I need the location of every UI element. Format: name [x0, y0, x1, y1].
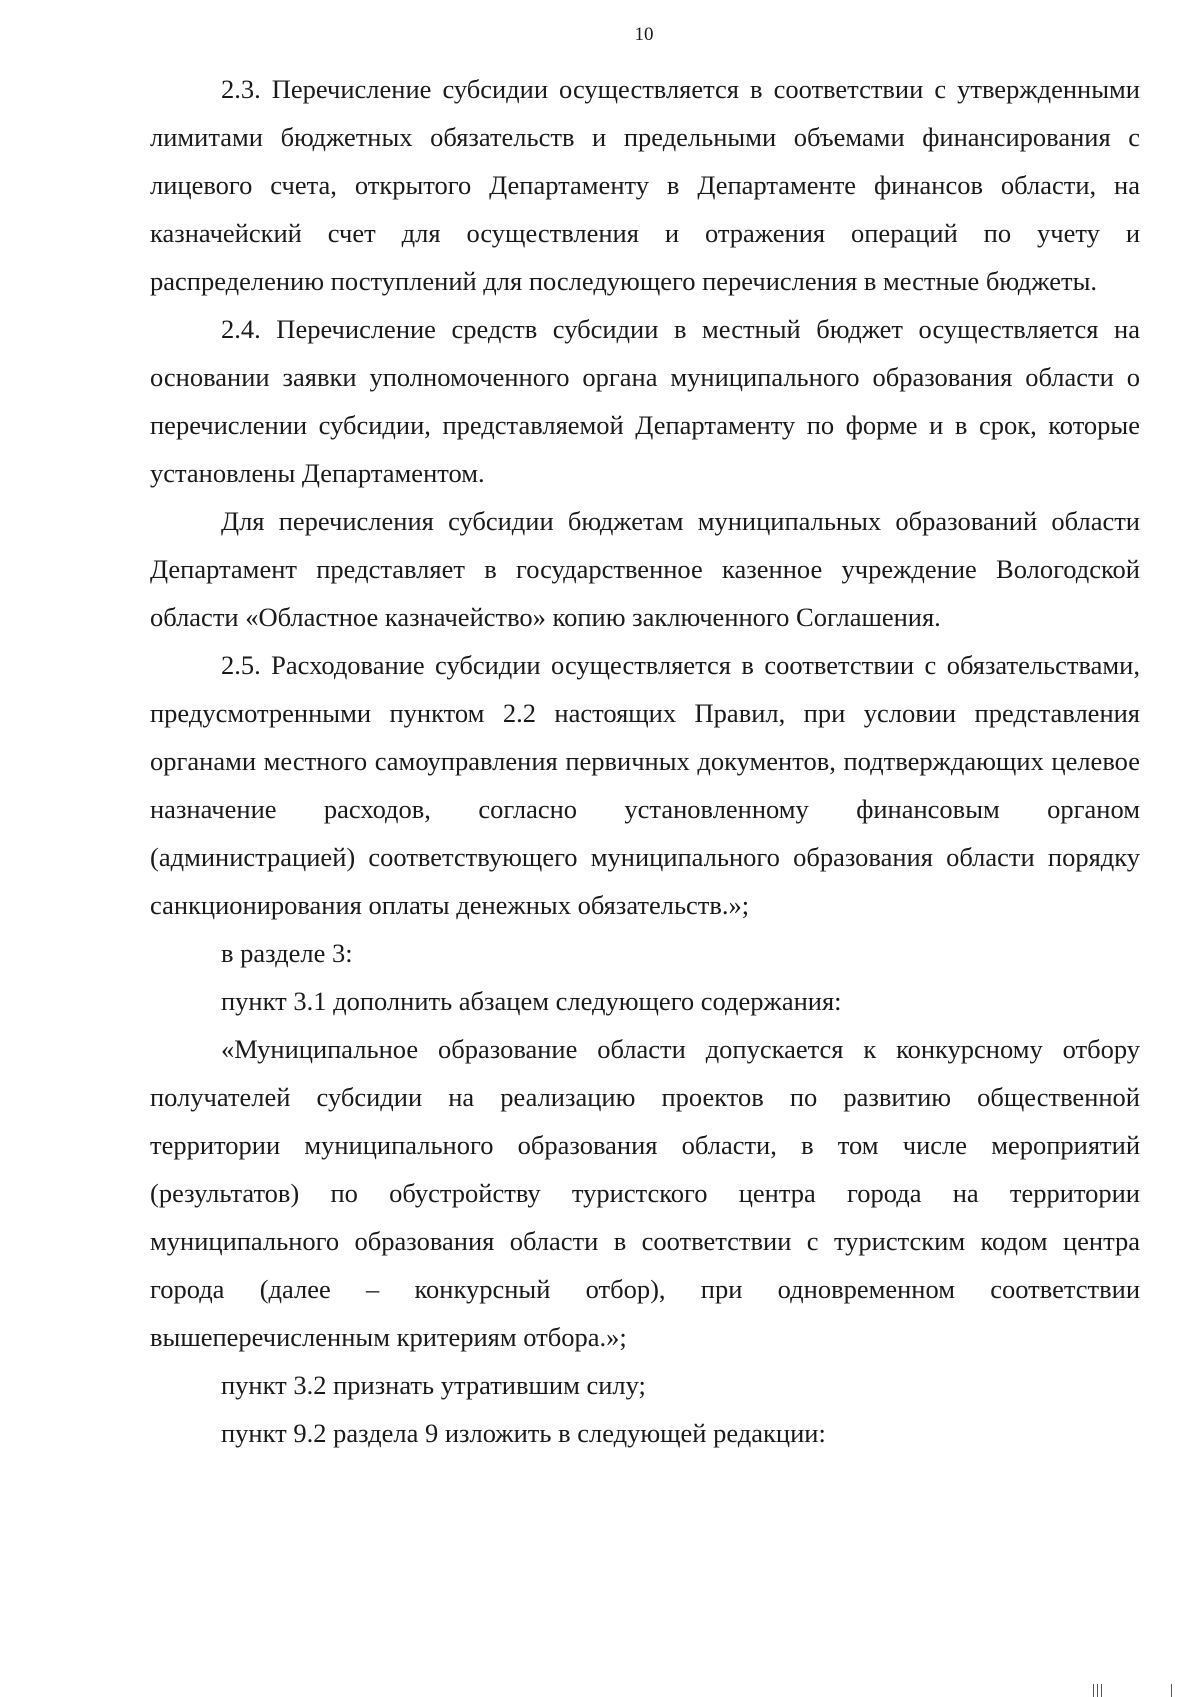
paragraph-item-3-2: пункт 3.2 признать утратившим силу;	[221, 1370, 646, 1400]
scan-mark	[1097, 1684, 1098, 1697]
paragraph-section-3: в разделе 3:	[221, 938, 353, 968]
paragraph-2-3: 2.3. Перечисление субсидии осуществляется в соответствии с утвержденными лимитами бюджетных обязательств и предельными объемами финансирования с лицевого счета, открытого Департаменту в Департаменте финансов области, на казначейский счет для осуществления и отражения операций по учету и распределению поступлений для последующего перечисления в местные бюджеты.	[150, 74, 1140, 296]
page-number: 10	[634, 24, 654, 45]
scan-mark	[1093, 1684, 1094, 1697]
paragraph-item-9-2: пункт 9.2 раздела 9 изложить в следующей редакции:	[221, 1418, 826, 1448]
paragraph-2-4: 2.4. Перечисление средств субсидии в местный бюджет осуществляется на основании заявки уполномоченного органа муниципального образования области о перечислении субсидии, представляемой Департаменту по форме и в срок, которые установлены Департаментом.	[150, 314, 1140, 488]
scan-mark	[1171, 1684, 1172, 1697]
paragraph-quote-3-1: «Муниципальное образование области допускается к конкурсному отбору получателей субсидии на реализацию проектов по развитию общественной территории муниципального образования области, в том числе мероприятий (результатов) по обустройству туристского центра города на территории муниципального образования области в соответствии с туристским кодом центра города (далее – конкурсный отбор), при одновременном соответствии вышеперечисленным критериям отбора.»;	[150, 1034, 1140, 1352]
paragraph-item-3-1: пункт 3.1 дополнить абзацем следующего содержания:	[221, 986, 842, 1016]
paragraph-2-5: 2.5. Расходование субсидии осуществляется в соответствии с обязательствами, предусмотренными пунктом 2.2 настоящих Правил, при условии представления органами местного самоуправления первичных документов, подтверждающих целевое назначение расходов, согласно установленному финансовым органом (администрацией) соответствующего муниципального образования области порядку санкционирования оплаты денежных обязательств.»;	[150, 650, 1140, 920]
scan-mark	[1101, 1684, 1102, 1697]
paragraph-treasury: Для перечисления субсидии бюджетам муниципальных образований области Департамент представляет в государственное казенное учреждение Вологодской области «Областное казначейство» копию заключенного Соглашения.	[150, 506, 1140, 632]
document-body	[150, 65, 1140, 1457]
